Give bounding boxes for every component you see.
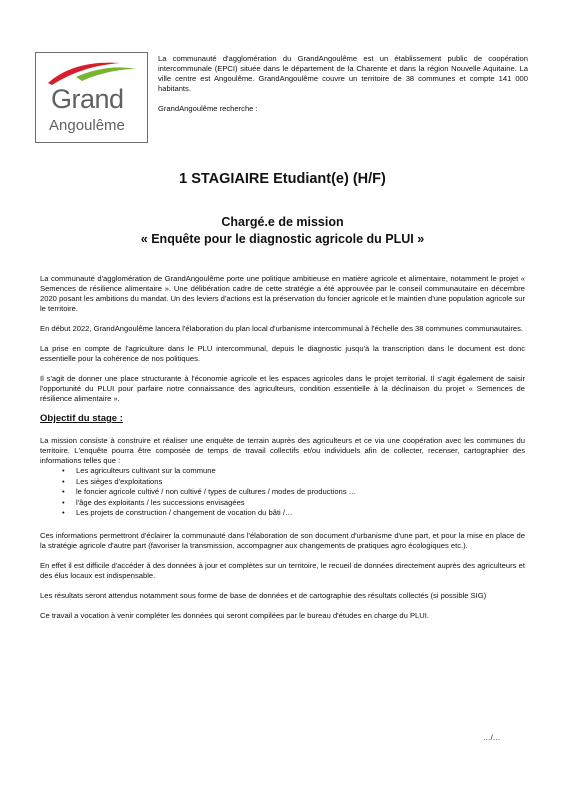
subtitle-line-1: Chargé.e de mission	[221, 215, 344, 229]
objectif-bullet-list	[40, 466, 525, 519]
page-title: 1 STAGIAIRE Etudiant(e) (H/F)	[179, 171, 386, 187]
logo-text-angouleme: Angoulême	[49, 117, 125, 134]
paragraph: En effet il est difficile d'accéder à des données à jour et complètes sur un territoire, le recueil de données directement auprès des agriculteurs et des élus locaux est indispensable.	[40, 560, 525, 580]
list-item: • Les projets de construction / changement de vocation du bâti /…	[76, 508, 525, 519]
section-heading-objectif: Objectif du stage :	[40, 413, 123, 424]
logo	[35, 52, 148, 143]
objectif-lead: La mission consiste à construire et réaliser une enquête de terrain auprès des agriculteurs et ce via une coopération avec les communes du territoire. L'enquête pourra être composée de temps de travail collectifs et/ou individuels afin de collecter, recenser, cartographier des informations telles que :	[40, 436, 525, 465]
list-item: • Les sièges d'exploitations	[76, 477, 525, 488]
intro-paragraph: La communauté d'agglomération du GrandAngoulême est un établissement public de coopération intercommunale (EPCI) située dans le département de la Charente et dans la région Nouvelle Aquitaine. La ville centre est Angoulême. GrandAngoulême couvre un territoire de 38 communes et compte 141 000 habitants.	[158, 54, 528, 93]
list-item: • le foncier agricole cultivé / non cultivé / types de cultures / modes de productions …	[76, 487, 525, 498]
list-item: • l'âge des exploitants / les successions envisagées	[76, 498, 525, 509]
intro-recherche: GrandAngoulême recherche :	[158, 104, 258, 113]
list-item: • Les agriculteurs cultivant sur la commune	[76, 466, 525, 477]
paragraph: La communauté d'agglomération de GrandAngoulême porte une politique ambitieuse en matière agricole et alimentaire, notamment le projet « Semences de résilience alimentaire ». Une délibération cadre de cette stratégie a été approuvée par le conseil communautaire en décembre 2020 posant les ambitions du mandat. Un des leviers d'actions est la préservation du foncier agricole et le maintien d'une population agricole sur le territoire.	[40, 274, 525, 313]
paragraph: Il s'agit de donner une place structurante à l'économie agricole et les espaces agricoles dans le projet territorial. Il s'agit également de saisir l'opportunité du PLUI pour parfaire notre connaissance des agriculteurs, condition essentielle à la déclinaison du projet « Semences de résilience alimentaire ».	[40, 374, 525, 403]
subtitle-line-2: « Enquête pour le diagnostic agricole du PLUI »	[140, 232, 425, 246]
logo-text-grand: Grand	[51, 84, 124, 114]
page-subtitle	[0, 214, 565, 248]
main-body	[40, 274, 525, 631]
page-continuation-marker: …/…	[483, 733, 501, 742]
paragraph: Ce travail a vocation à venir compléter les données qui seront compilées par le bureau d'études en charge du PLUI.	[40, 610, 429, 620]
paragraph: Les résultats seront attendus notamment sous forme de base de données et de cartographie des résultats collectés (si possible SIG)	[40, 590, 487, 600]
paragraph: En début 2022, GrandAngoulême lancera l'élaboration du plan local d'urbanisme intercommunal à l'échelle des 38 communes communautaires.	[40, 324, 524, 333]
paragraph: Ces informations permettront d'éclairer la communauté dans l'élaboration de son document d'urbanisme d'une part, et pour la mise en place de la stratégie agricole d'autre part (favoriser la transmission, accompagner aux changements de pratiques agro écologiques etc.).	[40, 530, 525, 550]
paragraph: La prise en compte de l'agriculture dans le PLU intercommunal, depuis le diagnostic jusqu'à la transcription dans le document est donc essentielle pour la cohérence de nos politiques.	[40, 344, 525, 363]
intro	[158, 54, 528, 114]
